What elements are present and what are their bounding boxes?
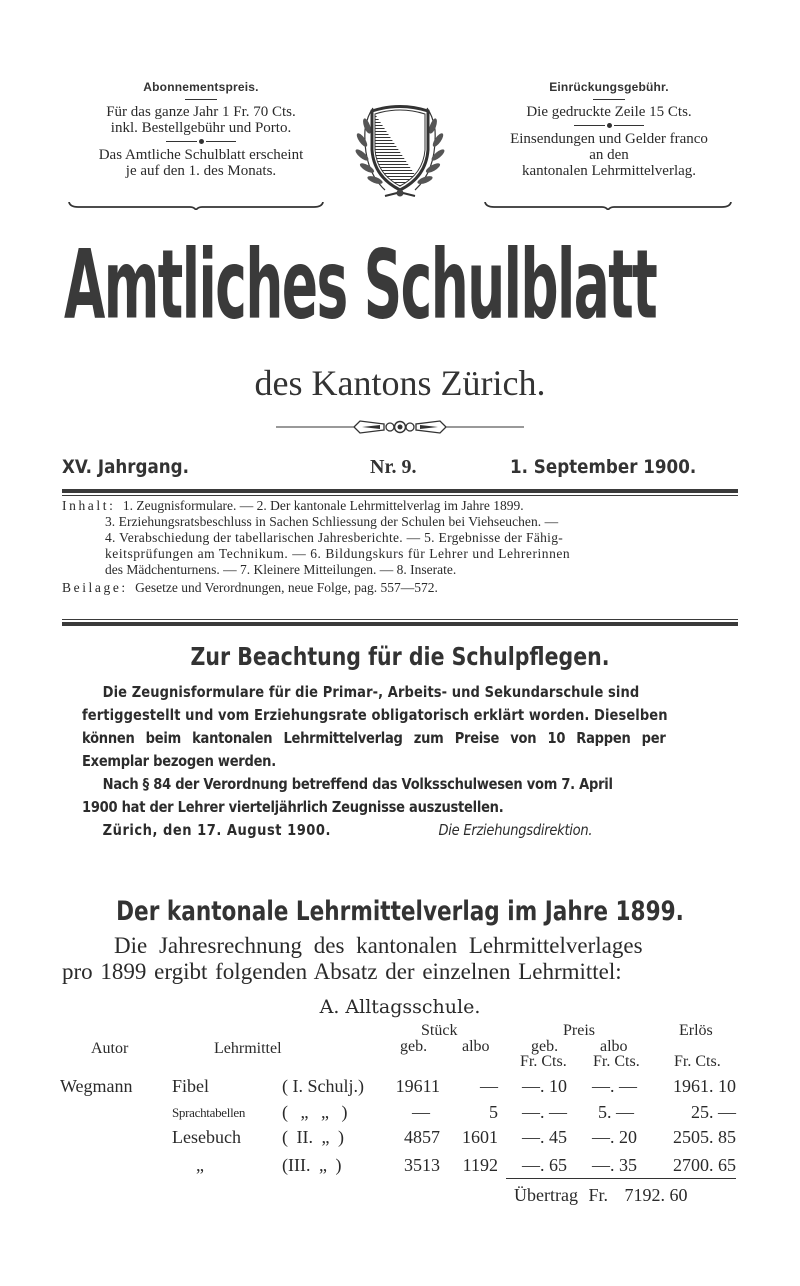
cell-preis-albo: —. —	[592, 1076, 637, 1096]
col-header-autor: Autor	[91, 1040, 129, 1057]
col-header-preis: Preis	[563, 1022, 595, 1039]
notice-line: Nach § 84 der Verordnung betreffend das Volksschulwesen vom 7. April	[102, 775, 613, 793]
cell-erloes: 1961. 10	[673, 1076, 736, 1096]
carry-value: 7192. 60	[624, 1185, 688, 1205]
price-line: Die gedruckte Zeile 15 Cts.	[526, 104, 692, 120]
contents-line: 3. Erziehungsratsbeschluss in Sachen Schliessung der Schulen bei Viehseuchen. —	[105, 514, 559, 529]
col-header-erloes-unit: Fr. Cts.	[674, 1053, 721, 1070]
cell-note: ( „ „ )	[282, 1102, 348, 1122]
cell-stueck-albo: —	[480, 1076, 498, 1096]
cell-preis-geb: —. —	[522, 1102, 567, 1122]
cell-lehrmittel: Lesebuch	[172, 1127, 241, 1147]
cell-erloes: 2505. 85	[673, 1127, 736, 1147]
col-header-stueck-geb: geb.	[400, 1038, 428, 1055]
col-header-stueck-albo: albo	[462, 1038, 490, 1055]
signature: Die Erziehungsdirektion.	[438, 821, 593, 839]
cell-autor: Wegmann	[60, 1076, 133, 1096]
schedule-line: je auf den 1. des Monats.	[125, 163, 277, 179]
carry-forward	[514, 1185, 687, 1206]
contents-label: Inhalt:	[62, 498, 116, 513]
cell-note: ( I. Schulj.)	[282, 1076, 364, 1096]
subscription-box	[56, 80, 346, 179]
supplement-text: Gesetze und Verordnungen, neue Folge, pag. 557—572.	[135, 580, 438, 595]
publication-title: Amtliches Schulblatt	[64, 230, 657, 341]
cell-stueck-albo: 1601	[462, 1127, 498, 1147]
report-intro	[62, 933, 738, 985]
cell-stueck-geb: 3513	[404, 1155, 440, 1175]
issue-date: 1. September 1900.	[510, 456, 697, 478]
cell-stueck-geb: 19611	[395, 1076, 440, 1096]
cell-preis-albo: 5. —	[598, 1102, 634, 1122]
cell-preis-geb: —. 10	[522, 1076, 567, 1096]
contents-text: 1. Zeugnisformulare. — 2. Der kantonale Lehrmittelverlag im Jahre 1899.	[122, 498, 524, 513]
cell-preis-geb: —. 45	[522, 1127, 567, 1147]
cell-lehrmittel: Fibel	[172, 1076, 210, 1096]
col-header-preis-albo: albo	[600, 1038, 628, 1055]
address-line: an den	[589, 147, 629, 163]
intro-line: Die Jahresrechnung des kantonalen Lehrmittelverlages	[114, 933, 643, 958]
price-line: inkl. Bestellgebühr und Porto.	[110, 120, 292, 136]
publication-subtitle: des Kantons Zürich.	[254, 363, 546, 403]
contents-line: des Mädchenturnens. — 7. Kleinere Mitteilungen. — 8. Inserate.	[105, 562, 457, 577]
contents-line: 4. Verabschiedung der tabellarischen Jahresberichte. — 5. Ergebnisse der Fähig-	[105, 530, 564, 545]
place-date: Zürich, den 17. August 1900.	[102, 821, 332, 839]
notice-title: Zur Beachtung für die Schulpflegen.	[190, 642, 610, 671]
advertising-fee-box	[464, 80, 754, 179]
cell-lehrmittel: „	[196, 1155, 204, 1175]
divider	[185, 99, 217, 100]
col-header-preis-albo-unit: Fr. Cts.	[593, 1053, 640, 1070]
col-header-erloes: Erlös	[679, 1022, 713, 1039]
cell-lehrmittel: Sprachtabellen	[172, 1105, 246, 1120]
notice-line: Exemplar bezogen werden.	[82, 752, 276, 770]
contents-line: keitsprüfungen am Technikum. — 6. Bildungskurs für Lehrer und Lehrerinnen	[105, 546, 571, 561]
supplement-line	[62, 580, 738, 596]
coat-of-arms-icon	[345, 100, 455, 200]
notice-body	[82, 681, 668, 842]
double-rule	[62, 619, 738, 626]
section-title: A. Alltagsschule.	[319, 996, 481, 1018]
sum-rule	[506, 1178, 736, 1179]
col-header-preis-geb-unit: Fr. Cts.	[520, 1053, 567, 1070]
ornament-divider	[166, 139, 236, 144]
contents-line	[62, 498, 738, 514]
price-line: Für das ganze Jahr 1 Fr. 70 Cts.	[106, 104, 296, 120]
carry-label: Übertrag Fr.	[514, 1185, 608, 1205]
col-header-lehrmittel: Lehrmittel	[214, 1040, 282, 1057]
notice-line: fertiggestellt und vom Erziehungsrate obligatorisch erklärt worden. Dieselben	[82, 706, 668, 724]
table-of-contents	[62, 498, 738, 596]
supplement-label: Beilage:	[62, 580, 128, 595]
advertising-fee-heading: Einrückungsgebühr.	[549, 80, 669, 94]
divider	[593, 99, 625, 100]
issue-number: Nr. 9.	[370, 456, 417, 478]
cell-preis-geb: —. 65	[522, 1155, 567, 1175]
report-title: Der kantonale Lehrmittelverlag im Jahre 1899.	[116, 896, 684, 927]
brace-divider	[68, 202, 324, 210]
volume-label: XV. Jahrgang.	[62, 456, 189, 478]
cell-stueck-geb: —	[412, 1102, 430, 1122]
address-line: Einsendungen und Gelder franco	[510, 131, 708, 147]
notice-line: 1900 hat der Lehrer vierteljährlich Zeugnisse auszustellen.	[82, 798, 504, 816]
schedule-line: Das Amtliche Schulblatt erscheint	[98, 147, 304, 163]
col-header-stueck: Stück	[421, 1022, 458, 1039]
intro-line: pro 1899 ergibt folgenden Absatz der einzelnen Lehrmittel:	[62, 959, 622, 984]
cell-preis-albo: —. 20	[592, 1127, 637, 1147]
cell-note: ( II. „ )	[282, 1127, 344, 1147]
cell-stueck-albo: 5	[489, 1102, 498, 1122]
notice-signoff	[82, 819, 668, 842]
notice-line: können beim kantonalen Lehrmittelverlag zum Preise von 10 Rappen per	[82, 729, 666, 747]
ornament-divider-icon	[276, 416, 524, 438]
cell-erloes: 2700. 65	[673, 1155, 736, 1175]
cell-stueck-geb: 4857	[404, 1127, 440, 1147]
cell-preis-albo: —. 35	[592, 1155, 637, 1175]
ornament-divider	[574, 123, 644, 128]
address-line: kantonalen Lehrmittelverlag.	[521, 163, 697, 179]
cell-erloes: 25. —	[691, 1102, 736, 1122]
double-rule	[62, 489, 738, 496]
col-header-preis-geb: geb.	[531, 1038, 559, 1055]
notice-line: Die Zeugnisformulare für die Primar-, Arbeits- und Sekundarschule sind	[102, 683, 640, 701]
cell-stueck-albo: 1192	[462, 1155, 498, 1175]
brace-divider	[484, 202, 732, 210]
subscription-heading: Abonnementspreis.	[143, 80, 259, 94]
cell-note: (III. „ )	[282, 1155, 342, 1175]
